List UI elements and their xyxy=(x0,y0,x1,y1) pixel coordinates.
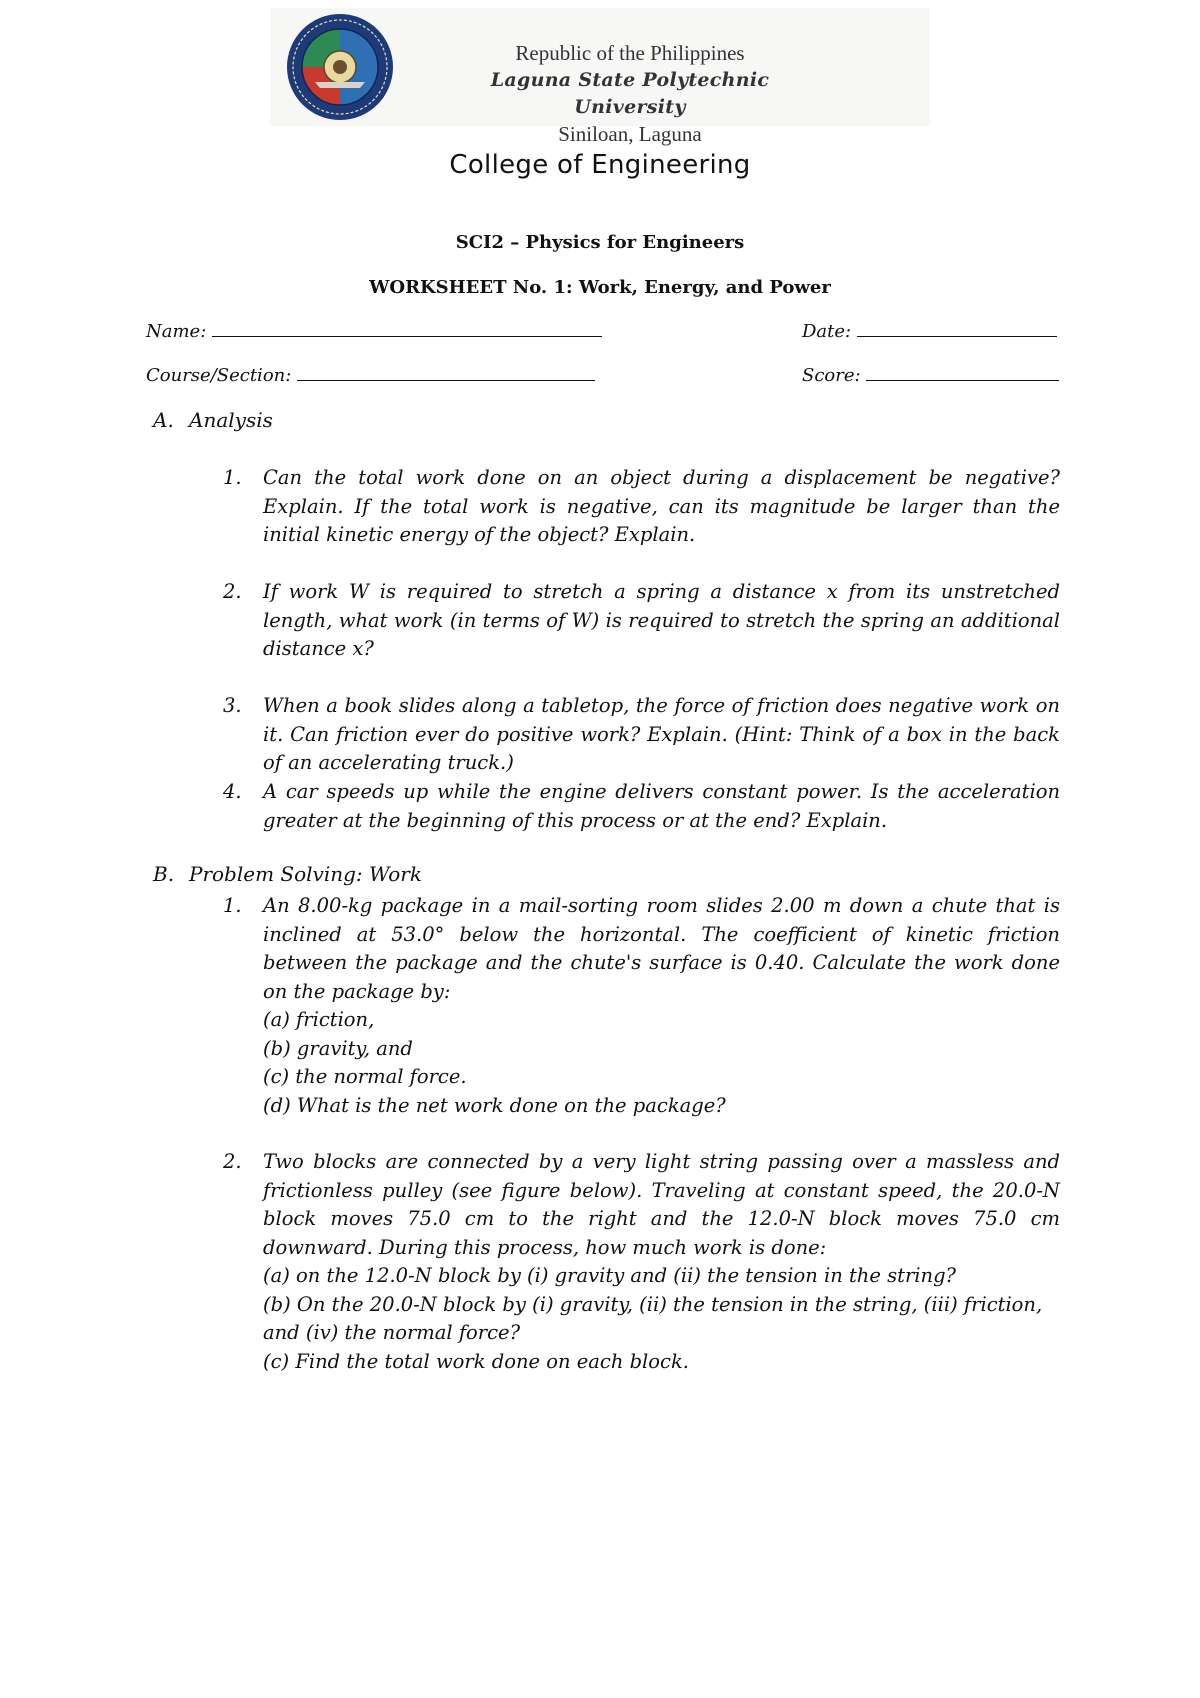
section-b-heading xyxy=(153,862,422,886)
question-text: When a book slides along a tabletop, the force of friction does negative work on it. Can friction ever do positive work? Explain. (Hint: Think of a box in the back of an accelerating truck.) xyxy=(263,694,1060,774)
problem-part: (c) Find the total work done on each block. xyxy=(263,1349,689,1373)
question-text: Can the total work done on an object during a displacement be negative? Explain. If the total work is negative, can its magnitude be larger than the initial kinetic energy of the object? Explain. xyxy=(263,466,1060,546)
worksheet-title: WORKSHEET No. 1: Work, Energy, and Power xyxy=(369,277,831,298)
date-label: Date: xyxy=(802,321,852,342)
section-b-letter: B. xyxy=(153,862,175,886)
problem-part: (a) on the 12.0-N block by (i) gravity and (ii) the tension in the string? xyxy=(263,1264,957,1287)
problem-part: (a) friction, xyxy=(263,1008,375,1031)
name-label: Name: xyxy=(146,321,207,342)
problem-body xyxy=(263,892,1060,1120)
course-section-field[interactable] xyxy=(146,364,595,386)
question-text: If work W is required to stretch a spring a distance x from its unstretched length, what work (in terms of W) is required to stretch the spring an additional distance x? xyxy=(263,580,1060,660)
date-field[interactable] xyxy=(802,320,1057,342)
score-blank[interactable] xyxy=(866,364,1059,381)
section-b-title: Problem Solving: Work xyxy=(189,862,422,886)
analysis-question xyxy=(223,464,1060,550)
problem-text: An 8.00-kg package in a mail-sorting room slides 2.00 m down a chute that is inclined at 53.0° below the horizontal. The coefficient of kinetic friction between the package and the chute's surface is 0.40. Calculate the work done on the package by: xyxy=(263,894,1060,1003)
republic-line: Republic of the Philippines xyxy=(515,41,745,65)
letterhead-text xyxy=(450,40,810,148)
date-blank[interactable] xyxy=(857,320,1057,337)
university-name: Laguna State Polytechnic University xyxy=(490,69,770,118)
problem-text: Two blocks are connected by a very light string passing over a massless and frictionless pulley (see figure below). Traveling at constant speed, the 20.0-N block moves 75.0 cm to the right and the 12.0-N block moves 75.0 cm downward. During this process, how much work is done: xyxy=(263,1150,1060,1259)
name-blank[interactable] xyxy=(212,320,602,337)
letterhead xyxy=(270,8,930,146)
problem-part: (b) gravity, and xyxy=(263,1036,413,1060)
analysis-question xyxy=(223,578,1060,664)
question-text: A car speeds up while the engine delivers constant power. Is the acceleration greater at the beginning of this process or at the end? Explain. xyxy=(263,780,1060,832)
question-number: 3. xyxy=(223,694,242,717)
campus-line: Siniloan, Laguna xyxy=(558,122,702,146)
question-number: 1. xyxy=(223,466,242,489)
problem-item xyxy=(223,892,1060,1120)
analysis-question xyxy=(223,778,1060,835)
question-number: 4. xyxy=(223,780,242,803)
section-a-heading xyxy=(153,408,273,432)
section-a-title: Analysis xyxy=(189,408,273,432)
score-label: Score: xyxy=(802,365,861,386)
problem-part: (d) What is the net work done on the package? xyxy=(263,1093,726,1117)
university-seal-icon xyxy=(285,12,395,122)
question-number: 2. xyxy=(223,580,242,603)
problem-part: (c) the normal force. xyxy=(263,1065,467,1088)
score-field[interactable] xyxy=(802,364,1059,386)
course-section-blank[interactable] xyxy=(297,364,595,381)
college-title: College of Engineering xyxy=(449,150,751,180)
problem-part: (b) On the 20.0-N block by (i) gravity, (ii) the tension in the string, (iii) friction, and (iv) the normal force? xyxy=(263,1292,1043,1344)
problem-number: 1. xyxy=(223,894,242,917)
problem-body xyxy=(263,1148,1060,1376)
problem-number: 2. xyxy=(223,1150,242,1173)
course-section-label: Course/Section: xyxy=(146,365,292,386)
name-field[interactable] xyxy=(146,320,602,342)
analysis-question xyxy=(223,692,1060,778)
problem-item xyxy=(223,1148,1060,1376)
section-a-letter: A. xyxy=(153,408,174,432)
course-title: SCI2 – Physics for Engineers xyxy=(455,232,745,253)
